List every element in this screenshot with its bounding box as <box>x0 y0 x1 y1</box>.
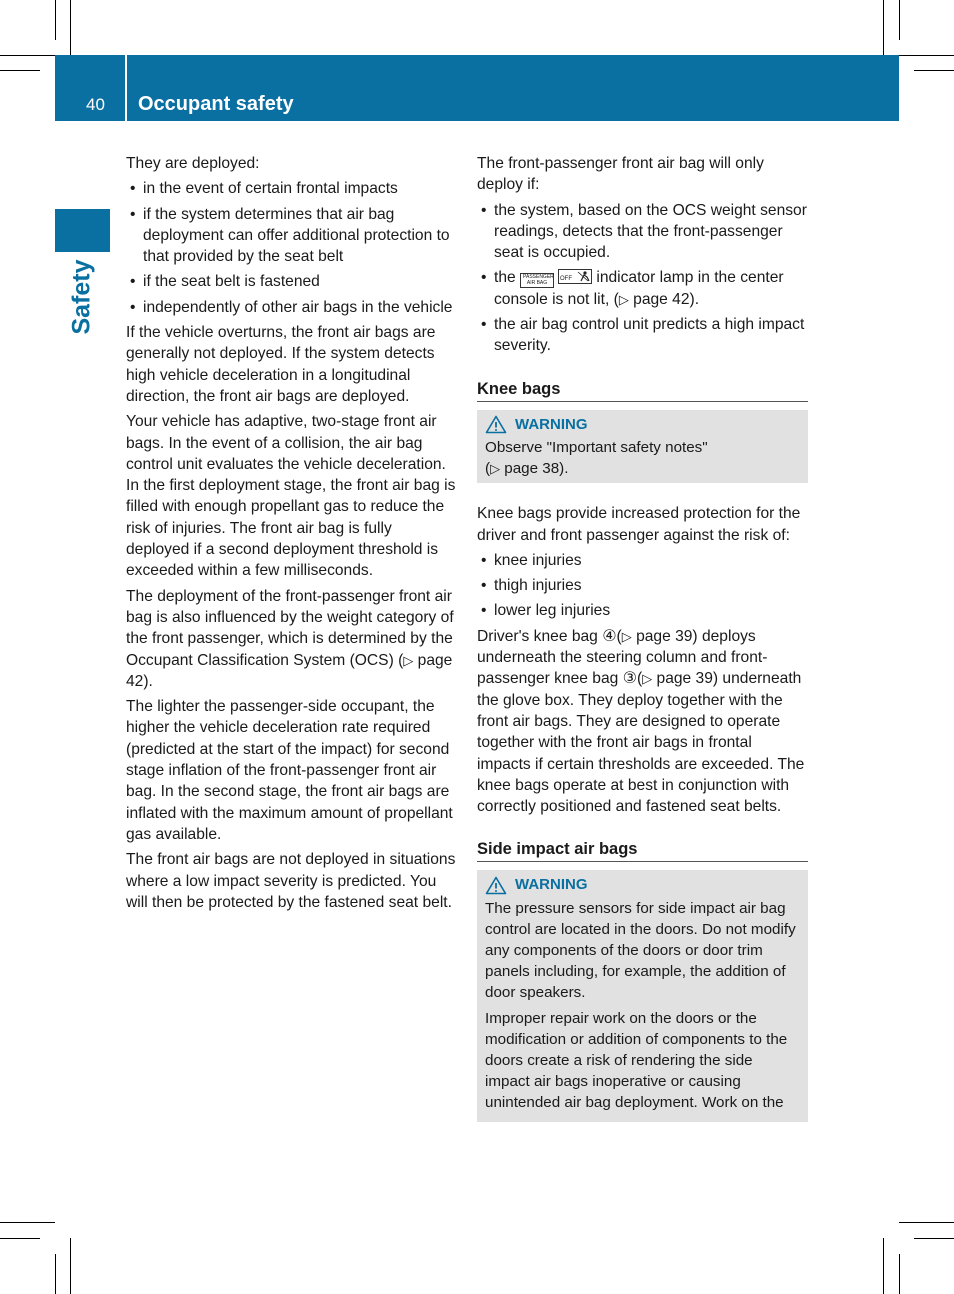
crop-mark <box>899 0 900 40</box>
knee-injury-list <box>477 550 808 622</box>
seat-person-icon <box>576 271 590 282</box>
paragraph: The front air bags are not deployed in situations where a low impact severity is predicted. You will then be protected by the fastened seat belt. <box>126 851 456 911</box>
paragraph: Driver's knee bag ④(▷ page 39) deploys underneath the steering column and front-passenger knee bag ③(▷ page 39) underneath the glove box. They deploy together with the front air bags. They are designed to operate together with the front air bags in frontal impacts if certain thresholds are exceeded. The knee bags operate at best in conjunction with correctly positioned and fastened seat belts. <box>477 627 805 816</box>
knee-bags-heading: Knee bags <box>477 379 808 402</box>
paragraph-text: page 39) deploys underneath the steering column and front-passenger knee bag <box>477 627 768 688</box>
warning-text: Improper repair work on the doors or the modification or addition of components to the doors create a risk of rendering the side impact air bags inoperative or causing unintended air bag deployment. Work on the <box>485 1009 788 1112</box>
list-item: • if the seat belt is fastened <box>126 271 458 292</box>
list-item: • thigh injuries <box>477 575 808 596</box>
warning-box <box>477 870 808 1121</box>
deploy-conditions-list <box>126 178 458 318</box>
paragraph <box>126 586 458 692</box>
list-item: • if the system determines that air bag deployment can offer additional protection to that provided by the seat belt <box>126 204 458 268</box>
paragraph-text: page 39) underneath the glove box. They deploy together with the front air bags. They are designed to operate together with the front air bags in frontal impacts if certain thresholds are exceeded. The knee bags operate at best in conjunction with correctly positioned and fastened seat belts. <box>477 670 805 816</box>
warning-text: Observe "Important safety notes" <box>485 438 708 456</box>
crop-mark <box>0 1238 40 1239</box>
callout-number: ③ <box>622 670 637 688</box>
side-impact-heading: Side impact air bags <box>477 839 808 862</box>
crop-mark <box>914 1238 954 1239</box>
list-item: • the air bag control unit predicts a high impact severity. <box>477 314 808 357</box>
crop-mark <box>70 0 71 55</box>
intro-text: The front-passenger front air bag will only deploy if: <box>477 155 764 194</box>
warning-box <box>477 410 808 484</box>
list-item: • in the event of certain frontal impacts <box>126 178 458 199</box>
page-ref-arrow-icon: ▷ <box>618 291 629 307</box>
page-reference-link[interactable]: page 42). <box>628 290 700 308</box>
side-tab <box>55 209 110 252</box>
paragraph: Your vehicle has adaptive, two-stage front air bags. In the event of a collision, the air bag control unit evaluates the vehicle deceleration. In the first deployment stage, the front air bag is filled with enough propellant gas to reduce the risk of injuries. The front air bag is fully deployed if a second deployment threshold is exceeded within a few milliseconds. <box>126 413 456 580</box>
paragraph: Knee bags provide increased protection for the driver and front passenger against the risk of: <box>477 505 801 544</box>
side-tab-label: Safety <box>67 259 96 335</box>
right-column <box>477 153 808 1122</box>
list-item: • knee injuries <box>477 550 808 571</box>
crop-mark <box>899 1222 954 1223</box>
paragraph-text: Driver's knee bag <box>477 627 603 645</box>
crop-mark <box>914 70 954 71</box>
crop-mark <box>0 70 40 71</box>
page-reference-link[interactable]: page 42). <box>126 651 453 690</box>
paragraph: The lighter the passenger-side occupant, the higher the vehicle deceleration rate required (predicted at the start of the impact) for second stage inflation of the front-passenger front air bag. In the second stage, the front air bags are inflated with the maximum amount of propellant gas available. <box>126 698 453 843</box>
deploy-conditions-list <box>477 200 808 357</box>
page-ref-arrow-icon: ▷ <box>490 461 501 477</box>
page-reference-link[interactable]: page 38). <box>500 460 569 478</box>
page-ref-arrow-icon: ▷ <box>403 652 414 668</box>
warning-triangle-icon <box>485 876 507 895</box>
airbag-off-indicator-icon <box>558 269 592 284</box>
crop-mark <box>0 1222 55 1223</box>
list-item: • the system, based on the OCS weight sensor readings, detects that the front-passenger seat is occupied. <box>477 200 808 264</box>
callout-number: ④ <box>602 627 617 645</box>
warning-title: WARNING <box>515 415 588 433</box>
list-item: • lower leg injuries <box>477 600 808 621</box>
page-number: 40 <box>86 95 105 114</box>
crop-mark <box>883 1238 884 1294</box>
crop-mark <box>55 0 56 40</box>
left-column <box>126 153 458 917</box>
crop-mark <box>883 0 884 55</box>
list-item-text: the <box>494 269 521 287</box>
page-ref-arrow-icon: ▷ <box>621 628 632 644</box>
paragraph-text: The deployment of the front-passenger front air bag is also influenced by the weight category of the front passenger, which is determined by the Occupant Classification System (OCS) ( <box>126 587 454 669</box>
passenger-airbag-indicator-icon: PASSENGER AIR BAG <box>520 273 554 288</box>
warning-ref: (▷ page 38). <box>485 460 569 478</box>
warning-text: The pressure sensors for side impact air bag control are located in the doors. Do not modify any components of the doors or door trim panels including, for example, the addition of door speakers. <box>485 899 796 1002</box>
indicator-off-label: OFF <box>560 276 573 283</box>
page-ref-arrow-icon: ▷ <box>642 671 653 687</box>
crop-mark <box>899 55 954 56</box>
list-item <box>477 267 808 310</box>
warning-header <box>485 414 800 435</box>
section-title: Occupant safety <box>138 93 294 115</box>
crop-mark <box>0 55 55 56</box>
warning-title: WARNING <box>515 876 588 894</box>
header-separator <box>125 55 127 121</box>
warning-header <box>485 874 800 895</box>
list-item: • independently of other air bags in the vehicle <box>126 297 458 318</box>
warning-triangle-icon <box>485 415 507 434</box>
crop-mark <box>55 1254 56 1294</box>
crop-mark <box>899 1254 900 1294</box>
crop-mark <box>70 1238 71 1294</box>
paragraph: If the vehicle overturns, the front air bags are generally not deployed. If the system detects high vehicle deceleration in a longitudinal direction, the front air bags are deployed. <box>126 324 436 405</box>
intro-text: They are deployed: <box>126 155 260 172</box>
list-item-text: indicator lamp in the center console is not lit, ( <box>494 269 784 308</box>
